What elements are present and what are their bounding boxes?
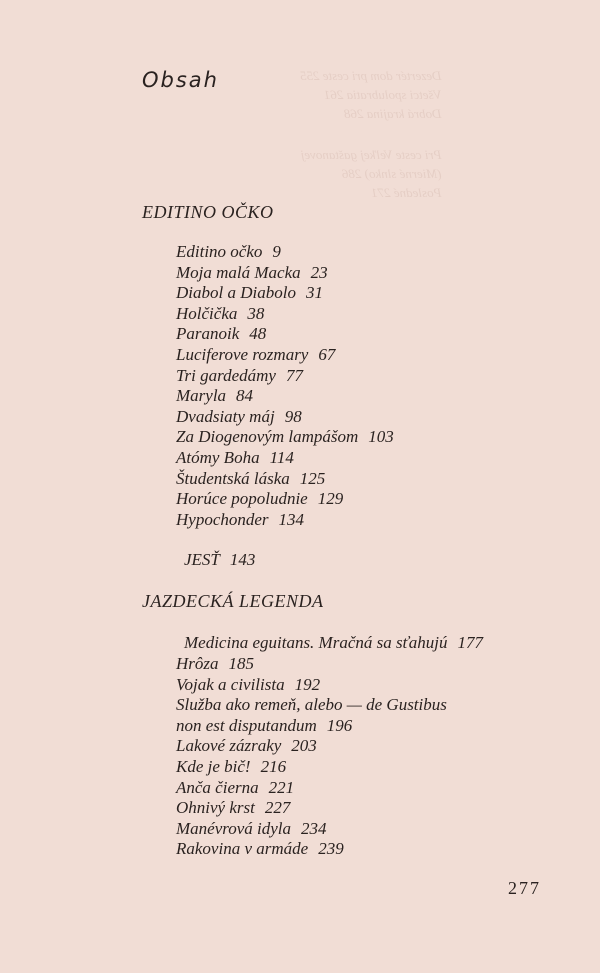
toc-entry[interactable]: non est disputandum 196 bbox=[176, 715, 353, 735]
toc-entry-jest[interactable]: JESŤ 143 bbox=[184, 550, 256, 569]
toc-entry[interactable]: Diabol a Diabolo 31 bbox=[176, 283, 323, 303]
toc-entry[interactable]: Maryla 84 bbox=[176, 386, 254, 406]
toc-entry[interactable]: Služba ako remeň, alebo — de Gustibus bbox=[176, 695, 447, 715]
toc-entry[interactable]: Anča čierna 221 bbox=[176, 777, 295, 797]
show-through-text: Dezertér dom pri ceste 255 Všetci spolubratia 261 Dobrá krajina 268 Pri ceste Veľkej gaštanovej (Mierné slnko) 286 Posledné 271 bbox=[300, 68, 442, 200]
toc-entry[interactable]: Paranoik 48 bbox=[176, 324, 267, 344]
toc-entry[interactable]: Holčička 38 bbox=[176, 303, 265, 323]
toc-entry[interactable]: Luciferove rozmary 67 bbox=[176, 344, 336, 364]
toc-entry[interactable]: Študentská láska 125 bbox=[176, 468, 326, 488]
toc-title: Obsah bbox=[142, 68, 219, 92]
toc-entry[interactable]: Atómy Boha 114 bbox=[176, 447, 294, 467]
toc-entry[interactable]: Vojak a civilista 192 bbox=[176, 674, 321, 694]
toc-entry[interactable]: Ohnivý krst 227 bbox=[176, 798, 291, 818]
toc-entry-medicina[interactable]: Medicina eguitans. Mračná sa sťahujú 177 bbox=[184, 633, 484, 652]
page-number: 277 bbox=[508, 878, 541, 898]
toc-list-editino-ocko bbox=[176, 242, 394, 530]
toc-entry[interactable]: Tri gardedámy 77 bbox=[176, 365, 303, 385]
toc-list-jazdecka-legenda bbox=[176, 654, 447, 860]
toc-entry[interactable]: Za Diogenovým lampášom 103 bbox=[176, 427, 394, 447]
toc-entry[interactable]: Kde je bič! 216 bbox=[176, 756, 287, 776]
toc-entry[interactable]: Hypochonder 134 bbox=[176, 509, 305, 529]
toc-entry[interactable]: Manévrová idyla 234 bbox=[176, 818, 327, 838]
toc-entry[interactable]: Hrôza 185 bbox=[176, 654, 255, 673]
toc-entry[interactable]: Lakové zázraky 203 bbox=[176, 736, 317, 756]
toc-entry[interactable]: Moja malá Macka 23 bbox=[176, 262, 328, 282]
section-heading-jazdecka-legenda: JAZDECKÁ LEGENDA bbox=[142, 591, 324, 611]
toc-entry[interactable]: Rakovina v armáde 239 bbox=[176, 839, 344, 859]
section-heading-editino-ocko: EDITINO OČKO bbox=[142, 202, 274, 222]
toc-entry[interactable]: Dvadsiaty máj 98 bbox=[176, 406, 302, 426]
toc-entry[interactable]: Horúce popoludnie 129 bbox=[176, 489, 344, 509]
toc-entry[interactable]: Editino očko 9 bbox=[176, 242, 281, 261]
